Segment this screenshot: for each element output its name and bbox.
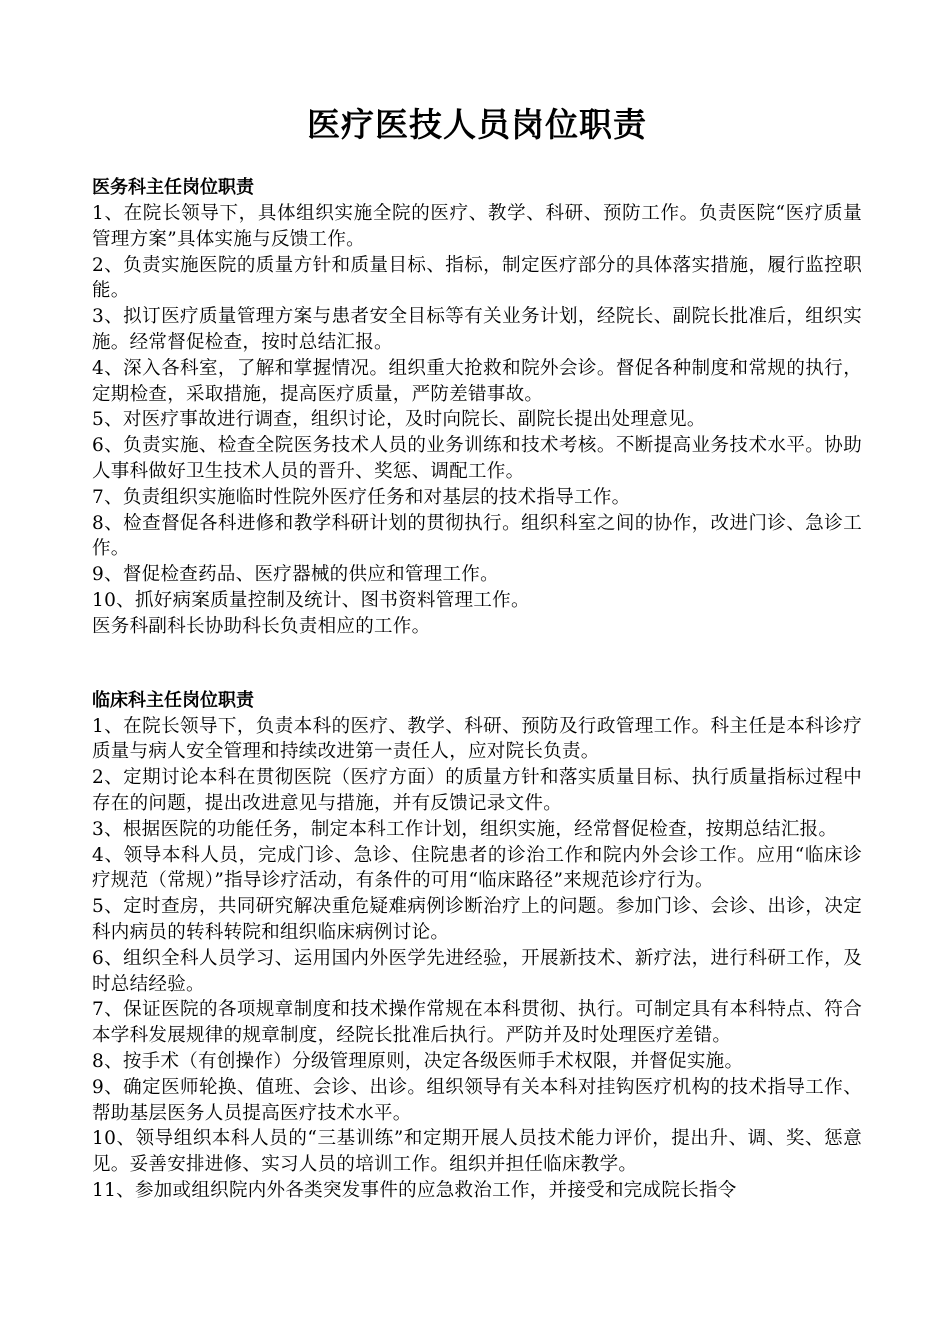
duty-item: 1、在院长领导下，负责本科的医疗、教学、科研、预防及行政管理工作。科主任是本科诊疗质量与病人安全管理和持续改进第一责任人，应对院长负责。: [92, 715, 862, 763]
section-medical-affairs-director: [92, 175, 862, 640]
duty-item: 5、定时查房，共同研究解决重危疑难病例诊断治疗上的问题。参加门诊、会诊、出诊，决定科内病员的转科转院和组织临床病例讨论。: [92, 896, 862, 943]
duty-item: 4、领导本科人员，完成门诊、急诊、住院患者的诊治工作和院内外会诊工作。应用“临床诊疗规范（常规）”指导诊疗活动，有条件的可用“临床路径”来规范诊疗行为。: [92, 844, 862, 892]
section-body: [92, 714, 862, 1204]
duty-item: 4、深入各科室，了解和掌握情况。组织重大抢救和院外会诊。督促各种制度和常规的执行，定期检查，采取措施，提高医疗质量，严防差错事故。: [92, 357, 862, 405]
duty-item: 6、组织全科人员学习、运用国内外医学先进经验，开展新技术、新疗法，进行科研工作，及时总结经验。: [92, 947, 862, 995]
duty-item: 9、确定医师轮换、值班、会诊、出诊。组织领导有关本科对挂钩医疗机构的技术指导工作、帮助基层医务人员提高医疗技术水平。: [92, 1076, 862, 1124]
duty-item: 5、对医疗事故进行调查，组织讨论，及时向院长、副院长提出处理意见。: [92, 409, 706, 431]
duty-item: 1、在院长领导下，具体组织实施全院的医疗、教学、科研、预防工作。负责医院“医疗质量管理方案”具体实施与反馈工作。: [92, 203, 862, 250]
section-body: [92, 201, 862, 640]
duty-item: 7、保证医院的各项规章制度和技术操作常规在本科贯彻、执行。可制定具有本科特点、符合本学科发展规律的规章制度，经院长批准后执行。严防并及时处理医疗差错。: [92, 999, 862, 1047]
duty-item: 10、领导组织本科人员的“三基训练”和定期开展人员技术能力评价，提出升、调、奖、惩意见。妥善安排进修、实习人员的培训工作。组织并担任临床教学。: [92, 1128, 862, 1176]
duty-item: 6、负责实施、检查全院医务技术人员的业务训练和技术考核。不断提高业务技术水平。协助人事科做好卫生技术人员的晋升、奖惩、调配工作。: [92, 435, 862, 482]
duty-item: 3、拟订医疗质量管理方案与患者安全目标等有关业务计划，经院长、副院长批准后，组织实施。经常督促检查，按时总结汇报。: [92, 306, 862, 353]
document-title: 医疗医技人员岗位职责: [307, 105, 647, 144]
section-note: 医务科副科长协助科长负责相应的工作。: [92, 615, 431, 637]
duty-item: 11、参加或组织院内外各类突发事件的应急救治工作，并接受和完成院长指令: [92, 1179, 737, 1201]
duty-item: 2、负责实施医院的质量方针和质量目标、指标，制定医疗部分的具体落实措施，履行监控职能。: [92, 254, 862, 302]
duty-item: 8、检查督促各科进修和教学科研计划的贯彻执行。组织科室之间的协作，改进门诊、急诊工作。: [92, 512, 862, 560]
duty-item: 3、根据医院的功能任务，制定本科工作计划，组织实施，经常督促检查，按期总结汇报。: [92, 818, 838, 840]
duty-item: 7、负责组织实施临时性院外医疗任务和对基层的技术指导工作。: [92, 486, 631, 508]
duty-item: 10、抓好病案质量控制及统计、图书资料管理工作。: [92, 589, 530, 611]
section-clinical-director: [92, 688, 862, 1204]
duty-item: 2、定期讨论本科在贯彻医院（医疗方面）的质量方针和落实质量目标、执行质量指标过程中存在的问题，提出改进意见与措施，并有反馈记录文件。: [92, 767, 862, 814]
duty-item: 9、督促检查药品、医疗器械的供应和管理工作。: [92, 564, 499, 586]
section-heading: 医务科主任岗位职责: [92, 177, 254, 198]
section-heading: 临床科主任岗位职责: [92, 689, 254, 711]
duty-item: 8、按手术（有创操作）分级管理原则，决定各级医师手术权限，并督促实施。: [92, 1050, 744, 1072]
